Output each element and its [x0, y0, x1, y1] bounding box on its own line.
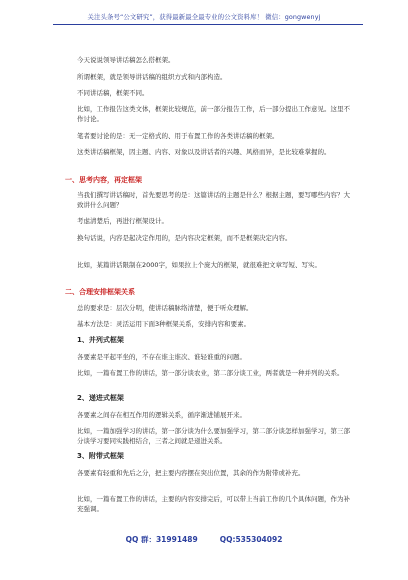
- paragraph: 考虑清楚后，再进行框架设计。: [77, 217, 168, 225]
- paragraph: 各要素有轻重和先后之分，把主要内容摆在突出位置，其余的作为附带或补充。: [77, 469, 305, 477]
- subsection-heading: 3、附带式框架: [77, 452, 124, 460]
- paragraph: 比如，一篇布置工作的讲话，主要的内容安排完后，可以带上当前工作的几个具体问题，作为补充强调。: [77, 495, 350, 513]
- paragraph: 不同讲话稿，框架不同。: [77, 89, 149, 97]
- subsection-heading: 1、并列式框架: [77, 336, 124, 344]
- header-note: 关注头条号“公文研究”，获得最新最全最专业的公文资料库！ 微信：gongwenyj: [87, 13, 321, 21]
- paragraph: 这类讲话稿框架，因主题、内容、对象以及讲话者的兴趣、风格而异，是比较难掌握的。: [77, 148, 331, 156]
- subsection-heading: 2、递进式框架: [77, 394, 124, 402]
- paragraph: 换句话说，内容是起决定作用的，是内容决定框架，而不是框架决定内容。: [77, 234, 292, 242]
- paragraph: 各要素之间存在相互作用的逻辑关系，循序渐进铺展开来。: [77, 411, 246, 419]
- paragraph: 各要素是平起平坐的，不存在谁主谁次、谁轻谁重的问题。: [77, 353, 246, 361]
- section-heading: 二、合理安排框架关系: [65, 288, 135, 296]
- paragraph: 今天说说领导讲话稿怎么搭框架。: [77, 56, 175, 64]
- paragraph: 基本方法是：灵活运用下面3种框架关系，安排内容和要素。: [77, 320, 251, 328]
- paragraph: 笔者要讨论的是：无一定格式的、用于布置工作的各类讲话稿的框架。: [77, 132, 279, 140]
- footer-contact: [0, 534, 408, 545]
- paragraph: 比如，工作报告这类文体，框架比较规范，前一部分报告工作，后一部分提出工作意见。这里不作讨论。: [77, 105, 350, 123]
- section-heading: 一、思考内容，再定框架: [65, 176, 142, 184]
- qq-group-number: QQ 群：31991489: [125, 535, 198, 544]
- qq-number: QQ:535304092: [219, 535, 283, 544]
- paragraph: 比如，一篇布置工作的讲话，第一部分谈农业，第二部分谈工业，两者就是一种并列的关系。: [77, 369, 344, 377]
- paragraph: 所谓框架，就是领导讲话稿的组织方式和内部构造。: [77, 73, 227, 81]
- paragraph: 比如，某篇讲话限制在2000字，如果拉上个庞大的框架，就很难把文章写短、写实。: [77, 261, 322, 269]
- paragraph: 比如，一篇加强学习的讲话，第一部分谈为什么要加强学习，第二部分谈怎样加强学习，第三部分谈学习要同实践相结合，三者之间就是递进关系。: [77, 427, 350, 445]
- paragraph: 当我们撰写讲话稿时，首先要思考的是：这篇讲话的主题是什么？根据主题，要写哪些内容？大致讲什么问题？: [77, 191, 350, 209]
- paragraph: 总的要求是：层次分明，使讲话稿脉络清楚，便于听众理解。: [77, 304, 253, 312]
